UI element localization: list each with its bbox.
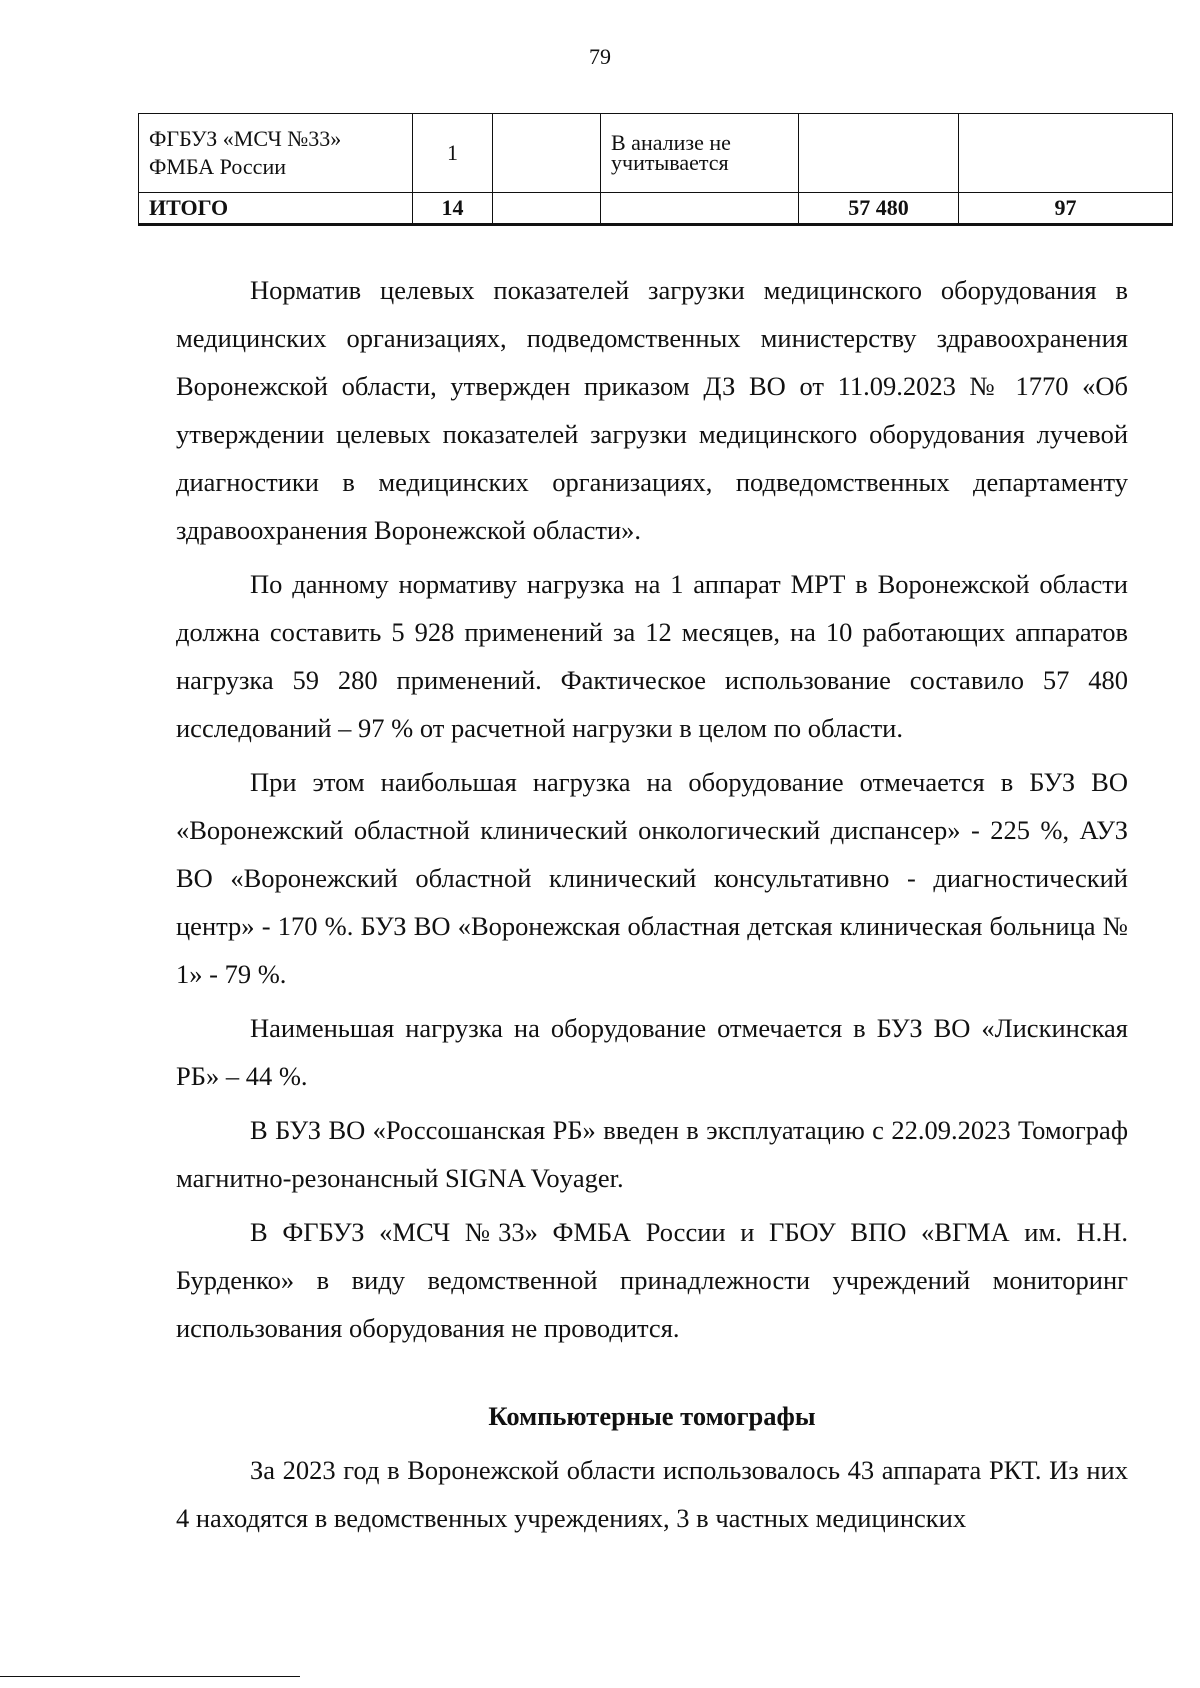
paragraph: При этом наибольшая нагрузка на оборудование отмечается в БУЗ ВО «Воронежский областной клинический онкологический диспансер» - 225 %, АУЗ ВО «Воронежский областной клинический консультативно - диагностический центр» - 170 %. БУЗ ВО «Воронежская областная детская клиническая больница № 1» - 79 %. [176,767,1128,989]
org-name-cell [139,114,413,193]
table-total-row [139,193,1173,225]
paragraph: Наименьшая нагрузка на оборудование отмечается в БУЗ ВО «Лискинская РБ» – 44 %. [176,1013,1128,1091]
page-number: 79 [589,44,611,69]
studies-cell [799,114,959,193]
paragraph: За 2023 год в Воронежской области использовалось 43 аппарата РКТ. Из них 4 находятся в ведомственных учреждениях, 3 в частных медицинских [176,1455,1128,1533]
total-count-cell: 14 [413,193,493,225]
paragraph: По данному нормативу нагрузка на 1 аппарат МРТ в Воронежской области должна составить 5 928 применений за 12 месяцев, на 10 работающих аппаратов нагрузка 59 280 применений. Фактическое использование составило 57 480 исследований – 97 % от расчетной нагрузки в целом по области. [176,569,1128,743]
org-name-line1: ФГБУЗ «МСЧ №33» [149,126,342,151]
paragraph: Норматив целевых показателей загрузки медицинского оборудования в медицинских организациях, подведомственных министерству здравоохранения Воронежской области, утвержден приказом ДЗ ВО от 11.09.2023 № 1770 «Об утверждении целевых показателей загрузки медицинского оборудования лучевой диагностики в медицинских организациях, подведомственных департаменту здравоохранения Воронежской области». [176,275,1128,545]
footnote-rule [0,1676,300,1677]
note-cell: В анализе не учитывается [601,114,799,193]
section-heading: Компьютерные томографы [488,1401,816,1431]
org-name-line2: ФМБА России [149,154,286,179]
total-studies-cell: 57 480 [799,193,959,225]
paragraph: В ФГБУЗ «МСЧ №33» ФМБА России и ГБОУ ВПО «ВГМА им. Н.Н. Бурденко» в виду ведомственной принадлежности учреждений мониторинг использования оборудования не проводится. [176,1217,1128,1343]
paragraph: В БУЗ ВО «Россошанская РБ» введен в эксплуатацию с 22.09.2023 Томограф магнитно-резонансный SIGNA Voyager. [176,1115,1128,1193]
empty-cell [493,193,601,225]
table-row [139,114,1173,193]
total-label-cell: ИТОГО [139,193,413,225]
equipment-load-table [138,113,1173,226]
percent-cell [959,114,1173,193]
total-percent-cell: 97 [959,193,1173,225]
document-body [176,266,1128,1548]
empty-cell [493,114,601,193]
empty-cell [601,193,799,225]
device-count-cell: 1 [413,114,493,193]
